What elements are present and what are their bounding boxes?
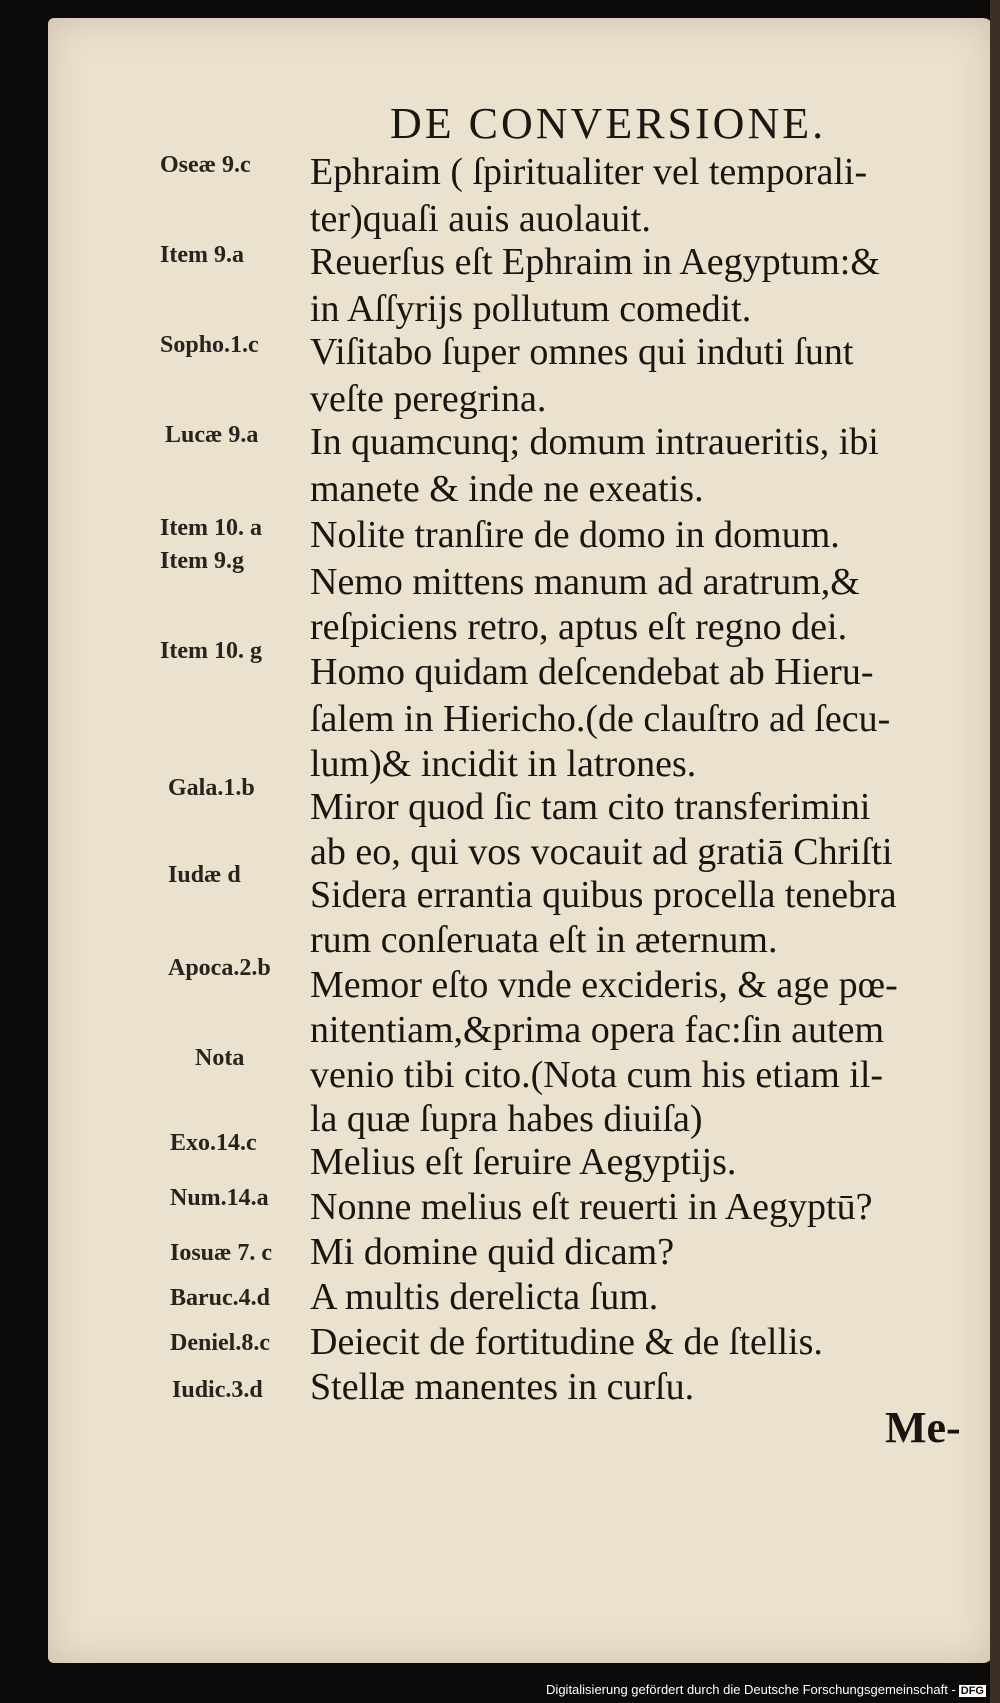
margin-note: Baruc.4.d [170, 1285, 271, 1311]
margin-note: Iosuæ 7. c [170, 1240, 273, 1266]
text-line: venio tibi cito.(Nota cum his etiam il- [310, 1054, 884, 1096]
page-edge [990, 0, 1000, 1703]
margin-note: Item 9.a [160, 242, 244, 268]
text-line: rum conſeruata eſt in æternum. [310, 919, 778, 961]
text-line: Ephraim ( ſpiritualiter vel temporali- [310, 151, 868, 193]
text-line: ter)quaſi auis auolauit. [310, 198, 651, 240]
text-line: veſte peregrina. [310, 378, 547, 420]
margin-note: Oseæ 9.c [160, 152, 251, 178]
text-line: Sidera errantia quibus procella tenebra [310, 874, 897, 916]
text-line: Reuerſus eſt Ephraim in Aegyptum:& [310, 241, 880, 283]
margin-note: Nota [195, 1045, 245, 1071]
text-line: Mi domine quid dicam? [310, 1231, 675, 1273]
text-line: reſpiciens retro, aptus eſt regno dei. [310, 606, 848, 648]
margin-note: Sopho.1.c [160, 332, 259, 358]
text-line: ſalem in Hiericho.(de clauſtro ad ſecu- [310, 698, 891, 740]
page-header: DE CONVERSIONE. [390, 99, 827, 148]
digitization-credit [546, 1682, 986, 1697]
text-line: Nolite tranſire de domo in domum. [310, 514, 840, 556]
margin-note: Gala.1.b [168, 775, 255, 801]
text-line: In quamcunq; domum intraueritis, ibi [310, 421, 879, 463]
text-line: Viſitabo ſuper omnes qui induti ſunt [310, 331, 854, 373]
credit-text: Digitalisierung gefördert durch die Deutsche Forschungsgemeinschaft - [546, 1682, 956, 1697]
text-line: la quæ ſupra habes diuiſa) [310, 1098, 703, 1140]
margin-note: Exo.14.c [170, 1130, 257, 1156]
text-line: nitentiam,&prima opera fac:ſin autem [310, 1009, 885, 1051]
text-line: ab eo, qui vos vocauit ad gratiā Chriſti [310, 831, 893, 873]
text-line: Deiecit de fortitudine & de ſtellis. [310, 1321, 823, 1363]
margin-note: Iudæ d [168, 862, 241, 888]
catchword: Me- [885, 1403, 961, 1452]
text-line: manete & inde ne exeatis. [310, 468, 704, 510]
text-line: A multis derelicta ſum. [310, 1276, 659, 1318]
text-line: Nonne melius eſt reuerti in Aegyptū? [310, 1186, 873, 1228]
margin-note: Lucæ 9.a [165, 422, 259, 448]
text-line: Nemo mittens manum ad aratrum,& [310, 561, 860, 603]
text-line: lum)& incidit in latrones. [310, 743, 697, 785]
text-line: Miror quod ſic tam cito transferimini [310, 786, 871, 828]
text-line: Memor eſto vnde excideris, & age pœ- [310, 964, 898, 1006]
text-line: Homo quidam deſcendebat ab Hieru- [310, 651, 874, 693]
margin-note: Num.14.a [170, 1185, 269, 1211]
text-line: in Aſſyrijs pollutum comedit. [310, 288, 752, 330]
text-line: Stellæ manentes in curſu. [310, 1366, 695, 1408]
text-line: Melius eſt ſeruire Aegyptijs. [310, 1141, 737, 1183]
margin-note: Iudic.3.d [172, 1377, 263, 1403]
margin-note: Item 9.g [160, 548, 244, 574]
margin-note: Item 10. g [160, 638, 262, 664]
dfg-logo: DFG [960, 1685, 984, 1697]
margin-note: Deniel.8.c [170, 1330, 270, 1356]
margin-note: Item 10. a [160, 515, 262, 541]
margin-note: Apoca.2.b [168, 955, 271, 981]
